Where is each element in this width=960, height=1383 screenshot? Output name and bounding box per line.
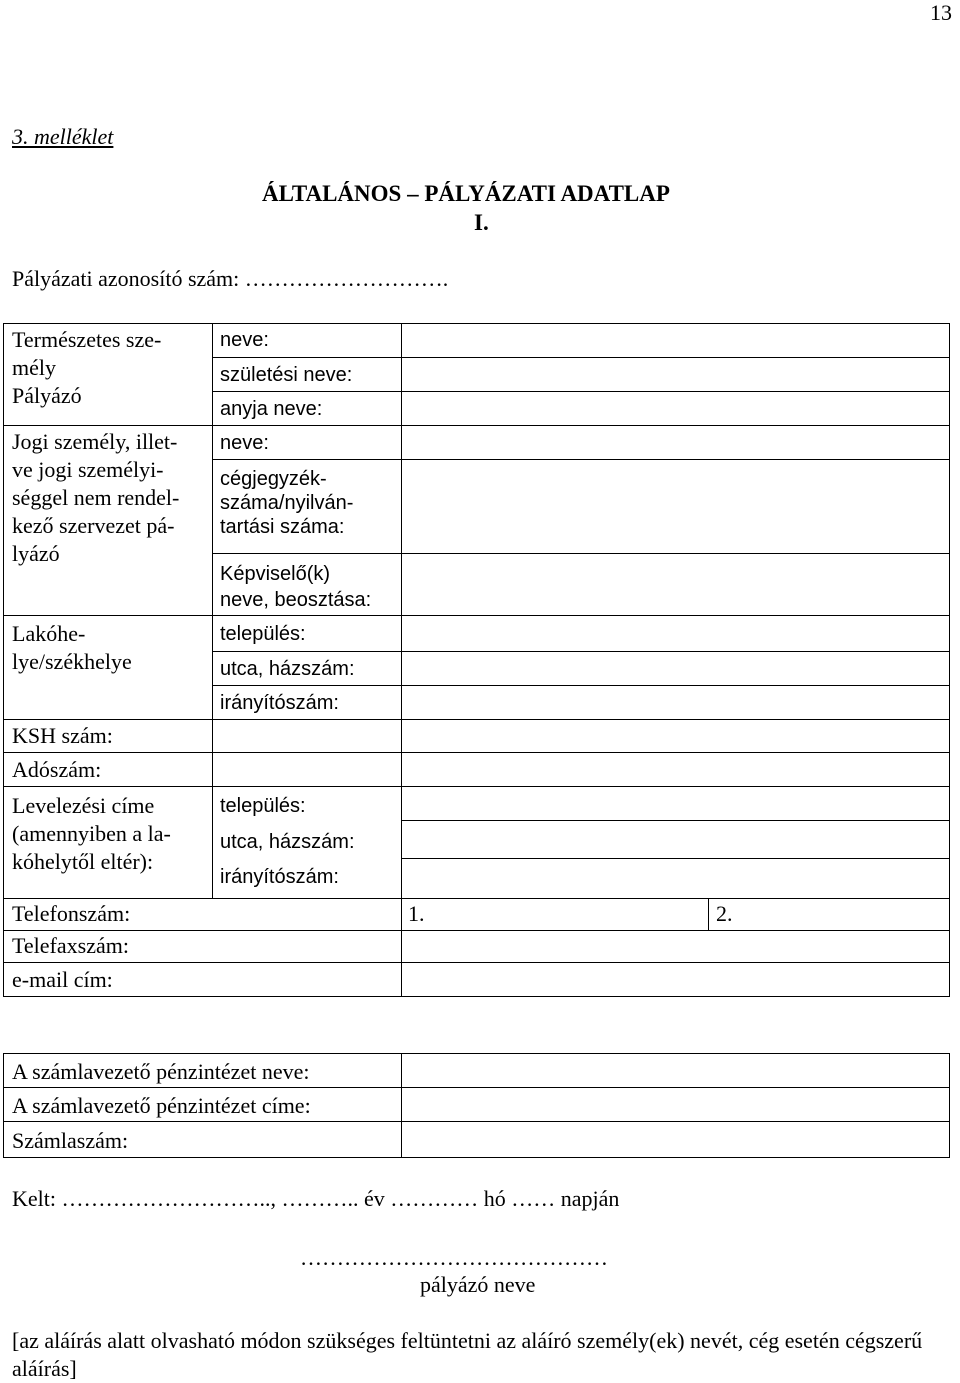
registration-number-label-line3: tartási száma: — [220, 516, 345, 538]
natural-person-label-line2: mély — [12, 355, 56, 380]
natural-person-label-line1: Természetes sze- — [12, 327, 162, 352]
organization-name-label: neve: — [220, 432, 269, 454]
zip-label: irányítószám: — [220, 692, 339, 714]
city-label: település: — [220, 623, 306, 645]
annex-label: 3. melléklet — [12, 124, 114, 149]
residence-label-line1: Lakóhe- — [12, 621, 86, 646]
page-number: 13 — [930, 0, 952, 25]
fax-label: Telefaxszám: — [12, 933, 129, 958]
signature-footnote: [az aláírás alatt olvasható módon szükséges feltüntetni az aláíró személy(ek) nevét, cég esetén cégszerű aláírás] — [12, 1328, 923, 1381]
postal-address-label-line1: Levelezési címe — [12, 793, 155, 818]
phone-slot-1-label: 1. — [408, 901, 425, 926]
postal-zip-label: irányítószám: — [220, 866, 339, 888]
registration-number-label-line1: cégjegyzék- — [220, 468, 327, 490]
birth-name-label: születési neve: — [220, 364, 353, 386]
phone-label: Telefonszám: — [12, 901, 131, 926]
tax-number-label: Adószám: — [12, 757, 102, 782]
ksh-number-label: KSH szám: — [12, 723, 113, 748]
representative-label-line2: neve, beosztása: — [220, 589, 372, 611]
street-label: utca, házszám: — [220, 658, 355, 680]
legal-person-label-line2: ve jogi személyi- — [12, 457, 164, 482]
natural-person-label-line3: Pályázó — [12, 383, 82, 408]
signature-label: pályázó neve — [420, 1272, 536, 1297]
name-label: neve: — [220, 329, 269, 351]
bank-name-label: A számlavezető pénzintézet neve: — [12, 1059, 310, 1084]
phone-slot-2-label: 2. — [716, 901, 733, 926]
postal-street-label: utca, házszám: — [220, 831, 355, 853]
mother-name-label: anyja neve: — [220, 398, 323, 420]
form-title: ÁLTALÁNOS – PÁLYÁZATI ADATLAP — [262, 181, 670, 206]
account-number-label: Számlaszám: — [12, 1128, 129, 1153]
residence-label-line2: lye/székhelye — [12, 649, 132, 674]
application-id-line: Pályázati azonosító szám: ………………………. — [12, 266, 449, 291]
legal-person-label-line3: séggel nem rendel- — [12, 485, 180, 510]
legal-person-label-line4: kező szervezet pá- — [12, 513, 175, 538]
signature-line: …………………………………… — [300, 1245, 608, 1270]
date-line: Kelt: ……………………….., ……….. év ………… hó …… napján — [12, 1186, 620, 1211]
representative-label-line1: Képviselő(k) — [220, 563, 331, 585]
email-label: e-mail cím: — [12, 967, 113, 992]
postal-city-label: település: — [220, 795, 306, 817]
bank-address-label: A számlavezető pénzintézet címe: — [12, 1093, 311, 1118]
legal-person-label-line5: lyázó — [12, 541, 60, 566]
legal-person-label-line1: Jogi személy, illet- — [12, 429, 178, 454]
registration-number-label-line2: száma/nyilván- — [220, 492, 354, 514]
form-title-numeral: I. — [474, 210, 489, 235]
postal-address-label-line3: kóhelytől eltér): — [12, 849, 154, 874]
postal-address-label-line2: (amennyiben a la- — [12, 821, 171, 846]
